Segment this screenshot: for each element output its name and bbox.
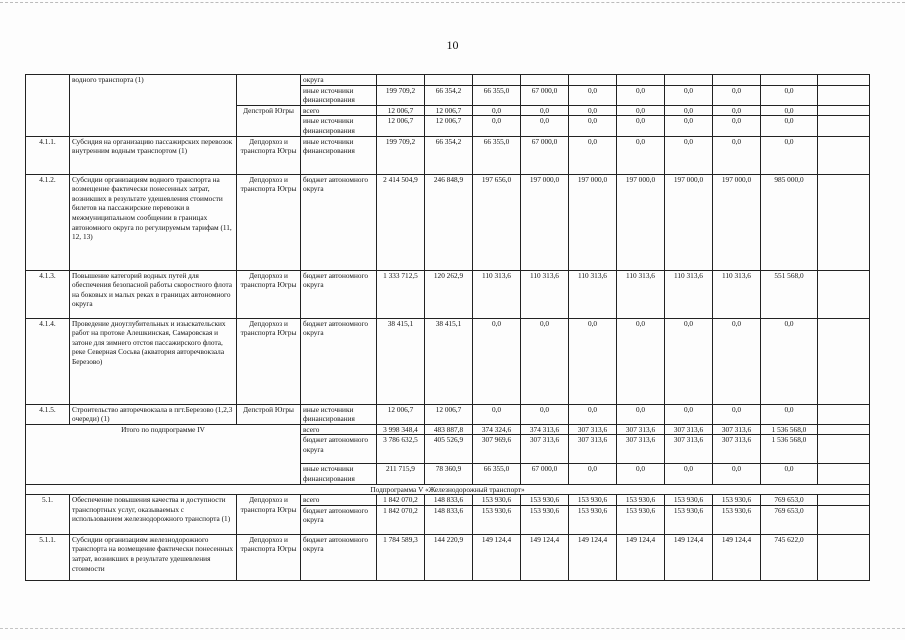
value-cell: 0,0 bbox=[665, 85, 713, 105]
value-cell: 0,0 bbox=[761, 85, 818, 105]
value-cell: 149 124,4 bbox=[665, 534, 713, 580]
value-cell: 0,0 bbox=[761, 105, 818, 116]
value-cell: 153 930,6 bbox=[473, 505, 521, 534]
value-cell bbox=[521, 75, 569, 86]
row-name: Проведение дноуглубительных и изыскательских работ на протоке Алешкинская, Самаровская и затоне для зимнего отстоя пассажирского флота, реке Северная Сосьва (акватория авторечвокзала Березово) bbox=[70, 318, 237, 404]
value-cell: 110 313,6 bbox=[617, 270, 665, 318]
value-cell: 0,0 bbox=[617, 318, 665, 404]
value-cell: 769 653,0 bbox=[761, 495, 818, 506]
value-cell: 66 355,0 bbox=[473, 464, 521, 484]
value-cell: 110 313,6 bbox=[569, 270, 617, 318]
value-cell bbox=[818, 116, 870, 136]
row-name: Субсидии организациям железнодорожного транспорта на возмещение фактически понесенных затрат, возникших в результате удешевления стоимости bbox=[70, 534, 237, 580]
row-number: 4.1.3. bbox=[26, 270, 70, 318]
subprogram-header bbox=[26, 484, 870, 495]
row-name: Субсидии организациям водного транспорта на возмещение фактически понесенных затрат, возникших в результате удешевления стоимости билетов на пассажирские перевозки в межмуниципальном сообщении в границах автономного округа по регулируемым тарифам (11, 12, 13) bbox=[70, 174, 237, 270]
value-cell: 153 930,6 bbox=[569, 505, 617, 534]
value-cell bbox=[713, 75, 761, 86]
value-cell bbox=[665, 75, 713, 86]
row-name: Обеспечение повышения качества и доступности транспортных услуг, оказываемых с использованием железнодорожного транспорта (1) bbox=[70, 495, 237, 535]
value-cell: 307 313,6 bbox=[713, 435, 761, 464]
row-number: 4.1.2. bbox=[26, 174, 70, 270]
value-cell: 307 313,6 bbox=[665, 424, 713, 435]
value-cell: 149 124,4 bbox=[713, 534, 761, 580]
table-row bbox=[26, 318, 870, 404]
row-number: 4.1.5. bbox=[26, 404, 70, 424]
value-cell: 551 568,0 bbox=[761, 270, 818, 318]
table-row bbox=[26, 136, 870, 174]
value-cell: 0,0 bbox=[761, 318, 818, 404]
value-cell: 199 709,2 bbox=[377, 136, 425, 174]
value-cell: 211 715,9 bbox=[377, 464, 425, 484]
table-row bbox=[26, 174, 870, 270]
value-cell: 0,0 bbox=[713, 318, 761, 404]
value-cell: 148 833,6 bbox=[425, 495, 473, 506]
funding-source: иные источники финансирования bbox=[301, 116, 377, 136]
value-cell: 148 833,6 bbox=[425, 505, 473, 534]
value-cell: 78 360,9 bbox=[425, 464, 473, 484]
value-cell: 0,0 bbox=[713, 404, 761, 424]
value-cell bbox=[818, 404, 870, 424]
value-cell: 3 998 348,4 bbox=[377, 424, 425, 435]
value-cell: 110 313,6 bbox=[713, 270, 761, 318]
value-cell bbox=[818, 464, 870, 484]
value-cell: 0,0 bbox=[521, 318, 569, 404]
value-cell: 307 313,6 bbox=[617, 435, 665, 464]
funding-source: бюджет автономного округа bbox=[301, 174, 377, 270]
value-cell: 0,0 bbox=[761, 404, 818, 424]
value-cell: 1 536 568,0 bbox=[761, 424, 818, 435]
value-cell: 0,0 bbox=[569, 464, 617, 484]
value-cell: 0,0 bbox=[761, 136, 818, 174]
value-cell bbox=[818, 105, 870, 116]
value-cell: 769 653,0 bbox=[761, 505, 818, 534]
value-cell: 0,0 bbox=[521, 105, 569, 116]
row-executor: Депдорхоз и транспорта Югры bbox=[237, 136, 301, 174]
value-cell: 149 124,4 bbox=[569, 534, 617, 580]
value-cell: 985 000,0 bbox=[761, 174, 818, 270]
value-cell: 110 313,6 bbox=[473, 270, 521, 318]
value-cell: 246 848,9 bbox=[425, 174, 473, 270]
table-row bbox=[26, 404, 870, 424]
row-number: 4.1.4. bbox=[26, 318, 70, 404]
value-cell: 197 000,0 bbox=[713, 174, 761, 270]
funding-source: округа bbox=[301, 75, 377, 86]
value-cell: 153 930,6 bbox=[713, 495, 761, 506]
value-cell: 66 354,2 bbox=[425, 85, 473, 105]
value-cell: 12 006,7 bbox=[377, 116, 425, 136]
value-cell: 12 006,7 bbox=[377, 404, 425, 424]
value-cell: 0,0 bbox=[473, 116, 521, 136]
value-cell: 0,0 bbox=[713, 464, 761, 484]
value-cell: 0,0 bbox=[569, 136, 617, 174]
value-cell: 374 324,6 bbox=[473, 424, 521, 435]
value-cell: 0,0 bbox=[713, 105, 761, 116]
value-cell: 483 887,8 bbox=[425, 424, 473, 435]
funding-source: бюджет автономного округа bbox=[301, 435, 377, 464]
value-cell bbox=[377, 75, 425, 86]
value-cell bbox=[818, 136, 870, 174]
value-cell: 153 930,6 bbox=[665, 505, 713, 534]
value-cell: 0,0 bbox=[665, 464, 713, 484]
row-name: Повышение категорий водных путей для обеспечения безопасной работы скоростного флота на боковых и малых реках в границах автономного округа bbox=[70, 270, 237, 318]
value-cell bbox=[818, 505, 870, 534]
value-cell: 153 930,6 bbox=[569, 495, 617, 506]
value-cell: 307 313,6 bbox=[569, 424, 617, 435]
value-cell: 153 930,6 bbox=[617, 495, 665, 506]
value-cell: 66 354,2 bbox=[425, 136, 473, 174]
value-cell: 197 000,0 bbox=[569, 174, 617, 270]
funding-source: всего bbox=[301, 495, 377, 506]
value-cell: 66 355,0 bbox=[473, 85, 521, 105]
funding-source: бюджет автономного округа bbox=[301, 505, 377, 534]
row-number: 4.1.1. bbox=[26, 136, 70, 174]
funding-source: иные источники финансирования bbox=[301, 404, 377, 424]
row-executor bbox=[237, 75, 301, 106]
budget-table bbox=[25, 74, 870, 581]
funding-source: иные источники финансирования bbox=[301, 464, 377, 484]
value-cell: 0,0 bbox=[521, 404, 569, 424]
value-cell bbox=[818, 435, 870, 464]
value-cell: 38 415,1 bbox=[425, 318, 473, 404]
value-cell: 307 313,6 bbox=[521, 435, 569, 464]
funding-source: бюджет автономного округа bbox=[301, 318, 377, 404]
value-cell: 0,0 bbox=[617, 105, 665, 116]
value-cell: 0,0 bbox=[665, 105, 713, 116]
scan-edge-top bbox=[0, 2, 905, 4]
funding-source: бюджет автономного округа bbox=[301, 534, 377, 580]
value-cell: 0,0 bbox=[665, 136, 713, 174]
value-cell bbox=[818, 318, 870, 404]
value-cell: 0,0 bbox=[617, 116, 665, 136]
funding-source: иные источники финансирования bbox=[301, 85, 377, 105]
row-name: водного транспорта (1) bbox=[70, 75, 237, 137]
value-cell: 1 842 070,2 bbox=[377, 495, 425, 506]
row-number: 5.1. bbox=[26, 495, 70, 535]
value-cell: 0,0 bbox=[617, 464, 665, 484]
row-executor: Депдорхоз и транспорта Югры bbox=[237, 495, 301, 535]
value-cell: 0,0 bbox=[665, 116, 713, 136]
value-cell: 67 000,0 bbox=[521, 136, 569, 174]
value-cell: 67 000,0 bbox=[521, 464, 569, 484]
value-cell: 120 262,9 bbox=[425, 270, 473, 318]
value-cell: 0,0 bbox=[569, 116, 617, 136]
value-cell: 66 355,0 bbox=[473, 136, 521, 174]
value-cell: 307 313,6 bbox=[665, 435, 713, 464]
value-cell: 0,0 bbox=[713, 85, 761, 105]
row-executor: Депстрой Югры bbox=[237, 404, 301, 424]
scan-edge-bottom bbox=[0, 628, 905, 630]
value-cell: 153 930,6 bbox=[617, 505, 665, 534]
value-cell: 197 000,0 bbox=[617, 174, 665, 270]
value-cell: 1 333 712,5 bbox=[377, 270, 425, 318]
value-cell: 2 414 504,9 bbox=[377, 174, 425, 270]
value-cell: 0,0 bbox=[473, 318, 521, 404]
value-cell: 199 709,2 bbox=[377, 85, 425, 105]
value-cell: 12 006,7 bbox=[425, 404, 473, 424]
value-cell: 153 930,6 bbox=[521, 505, 569, 534]
table-row bbox=[26, 534, 870, 580]
row-executor: Депдорхоз и транспорта Югры bbox=[237, 534, 301, 580]
value-cell: 197 000,0 bbox=[521, 174, 569, 270]
table-row bbox=[26, 495, 870, 506]
value-cell: 0,0 bbox=[713, 136, 761, 174]
value-cell: 149 124,4 bbox=[617, 534, 665, 580]
value-cell: 307 969,6 bbox=[473, 435, 521, 464]
value-cell: 0,0 bbox=[617, 404, 665, 424]
funding-source: иные источники финансирования bbox=[301, 136, 377, 174]
value-cell: 0,0 bbox=[569, 318, 617, 404]
subprogram-title: Подпрограмма V «Железнодорожный транспорт» bbox=[26, 484, 870, 495]
row-number bbox=[26, 75, 70, 137]
value-cell bbox=[818, 534, 870, 580]
value-cell: 307 313,6 bbox=[713, 424, 761, 435]
value-cell: 0,0 bbox=[665, 318, 713, 404]
value-cell: 153 930,6 bbox=[473, 495, 521, 506]
value-cell bbox=[818, 75, 870, 86]
value-cell: 110 313,6 bbox=[665, 270, 713, 318]
value-cell bbox=[818, 424, 870, 435]
row-executor: Депдорхоз и транспорта Югры bbox=[237, 174, 301, 270]
value-cell: 153 930,6 bbox=[521, 495, 569, 506]
row-number: 5.1.1. bbox=[26, 534, 70, 580]
funding-source: бюджет автономного округа bbox=[301, 270, 377, 318]
value-cell bbox=[818, 495, 870, 506]
value-cell: 0,0 bbox=[617, 136, 665, 174]
page-number: 10 bbox=[446, 38, 459, 52]
value-cell: 144 220,9 bbox=[425, 534, 473, 580]
value-cell: 110 313,6 bbox=[521, 270, 569, 318]
value-cell bbox=[569, 75, 617, 86]
value-cell: 1 536 568,0 bbox=[761, 435, 818, 464]
value-cell: 0,0 bbox=[521, 116, 569, 136]
value-cell: 0,0 bbox=[569, 404, 617, 424]
value-cell bbox=[818, 174, 870, 270]
value-cell: 12 006,7 bbox=[425, 116, 473, 136]
value-cell: 38 415,1 bbox=[377, 318, 425, 404]
value-cell: 307 313,6 bbox=[569, 435, 617, 464]
funding-source: всего bbox=[301, 105, 377, 116]
value-cell: 0,0 bbox=[617, 85, 665, 105]
value-cell bbox=[818, 85, 870, 105]
value-cell bbox=[818, 270, 870, 318]
value-cell: 0,0 bbox=[761, 464, 818, 484]
value-cell: 307 313,6 bbox=[617, 424, 665, 435]
value-cell bbox=[617, 75, 665, 86]
value-cell: 67 000,0 bbox=[521, 85, 569, 105]
value-cell: 1 842 070,2 bbox=[377, 505, 425, 534]
value-cell: 745 622,0 bbox=[761, 534, 818, 580]
value-cell: 0,0 bbox=[473, 105, 521, 116]
value-cell: 0,0 bbox=[761, 116, 818, 136]
row-executor: Депдорхоз и транспорта Югры bbox=[237, 270, 301, 318]
value-cell: 0,0 bbox=[665, 404, 713, 424]
row-name: Строительство авторечвокзала в пгт.Березово (1,2,3 очереди) (1) bbox=[70, 404, 237, 424]
value-cell: 3 786 632,5 bbox=[377, 435, 425, 464]
value-cell: 0,0 bbox=[473, 404, 521, 424]
value-cell: 12 006,7 bbox=[425, 105, 473, 116]
table-row bbox=[26, 75, 870, 86]
total-label: Итого по подпрограмме IV bbox=[26, 424, 301, 484]
value-cell: 197 000,0 bbox=[665, 174, 713, 270]
table-row bbox=[26, 270, 870, 318]
value-cell: 0,0 bbox=[569, 85, 617, 105]
value-cell: 1 784 589,3 bbox=[377, 534, 425, 580]
funding-source: всего bbox=[301, 424, 377, 435]
value-cell: 197 656,0 bbox=[473, 174, 521, 270]
total-row bbox=[26, 424, 870, 435]
value-cell: 374 313,6 bbox=[521, 424, 569, 435]
value-cell bbox=[473, 75, 521, 86]
value-cell: 0,0 bbox=[713, 116, 761, 136]
row-executor: Депдорхоз и транспорта Югры bbox=[237, 318, 301, 404]
row-executor: Депстрой Югры bbox=[237, 105, 301, 136]
row-name: Субсидия на организацию пассажирских перевозок внутренним водным транспортом (1) bbox=[70, 136, 237, 174]
value-cell: 149 124,4 bbox=[521, 534, 569, 580]
value-cell: 153 930,6 bbox=[665, 495, 713, 506]
value-cell: 149 124,4 bbox=[473, 534, 521, 580]
value-cell bbox=[425, 75, 473, 86]
value-cell: 153 930,6 bbox=[713, 505, 761, 534]
value-cell: 0,0 bbox=[569, 105, 617, 116]
value-cell: 12 006,7 bbox=[377, 105, 425, 116]
value-cell bbox=[761, 75, 818, 86]
value-cell: 405 526,9 bbox=[425, 435, 473, 464]
